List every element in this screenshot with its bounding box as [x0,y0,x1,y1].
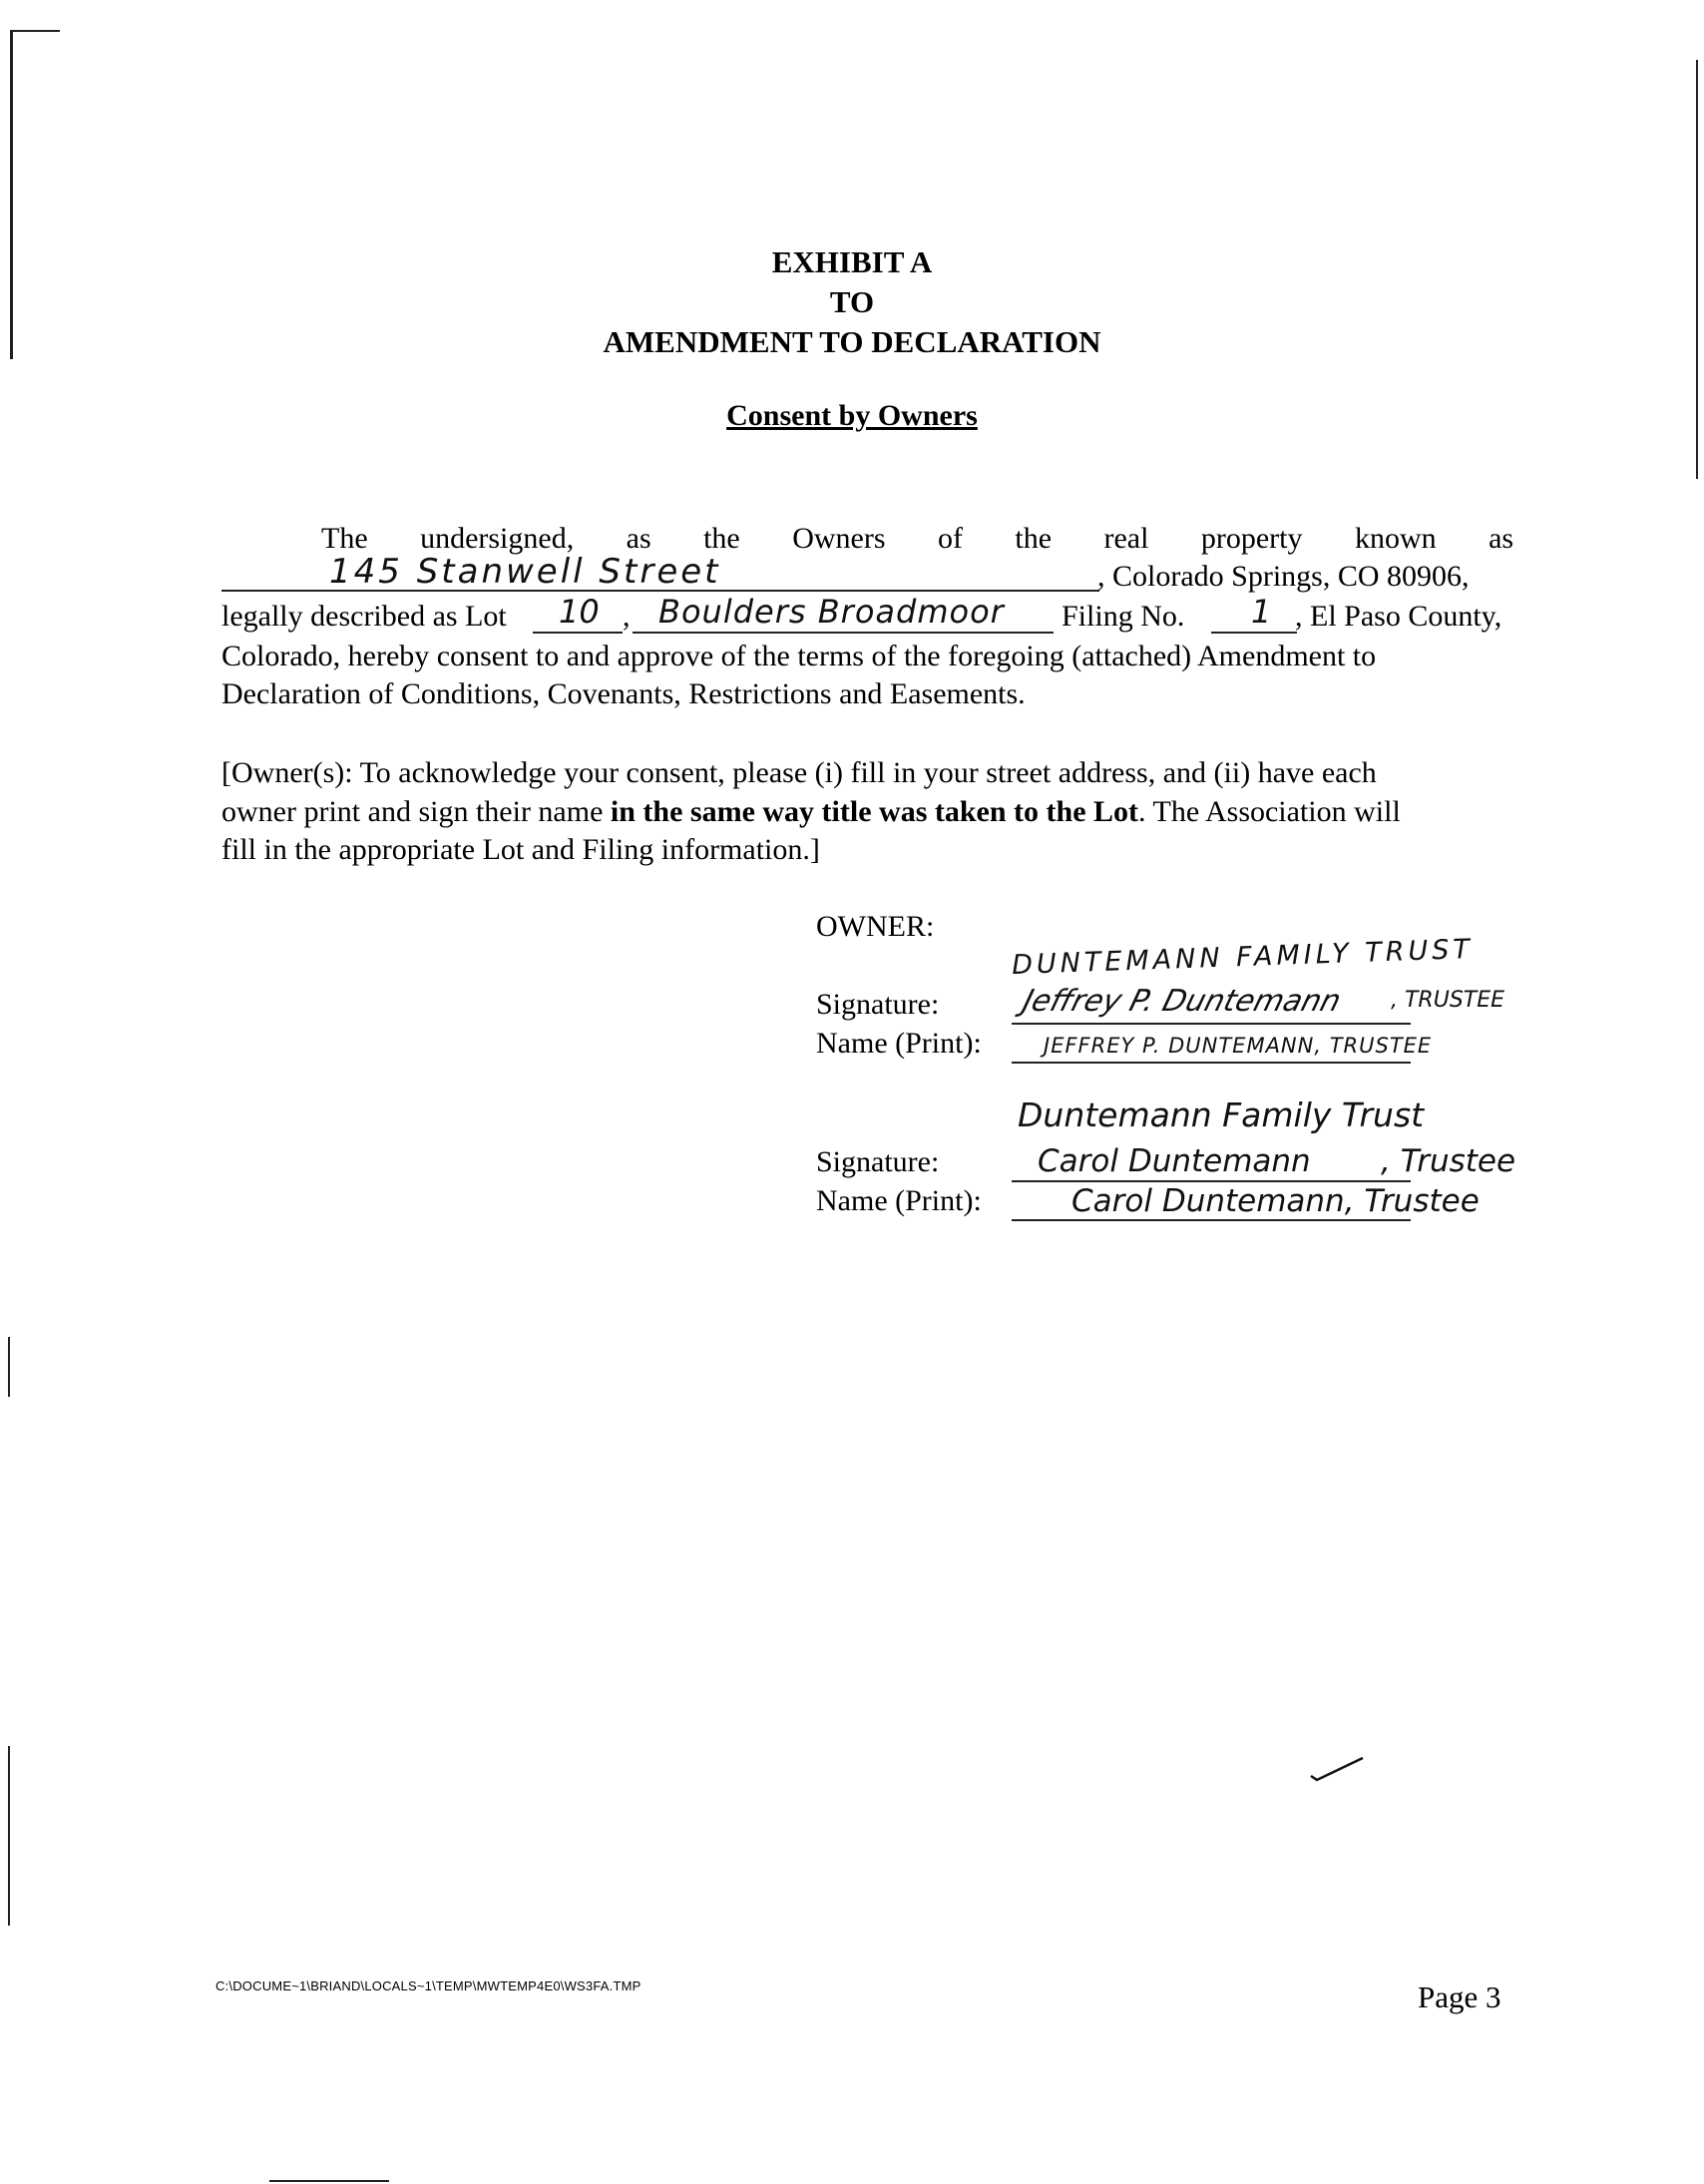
scan-edge-top-left [10,30,60,32]
consent-heading: Consent by Owners [726,399,978,432]
owner2-name-line [1012,1219,1411,1221]
paragraph1-line4: Declaration of Conditions, Covenants, Restrictions and Easements. [221,677,1026,710]
filing-line [1211,632,1297,634]
word: Owners [792,522,886,555]
owner1-name-handwritten: JEFFREY P. DUNTEMANN, TRUSTEE [1044,1034,1433,1058]
paragraph2-line2-bold: in the same way title was taken to the Lot [610,795,1139,828]
owner1-signature-handwritten: Jeffrey P. Duntemann [1019,984,1345,1019]
word: undersigned, [420,522,575,555]
filing-label: Filing No. [1062,600,1185,633]
owner1-signature-label: Signature: [816,988,940,1021]
check-mark-icon [1307,1746,1367,1786]
paragraph2-line2-start: owner print and sign their name [221,795,611,828]
legally-described-label: legally described as Lot [221,600,507,633]
lot-comma: , [623,600,631,633]
word: as [626,522,651,555]
word: as [1489,522,1514,555]
exhibit-title: EXHIBIT A [771,244,933,279]
owner1-name-line [1012,1062,1411,1064]
owner2-name-label: Name (Print): [816,1184,982,1217]
street-address-handwritten: 145 Stanwell Street [329,552,721,592]
word: known [1354,522,1437,555]
amendment-title: AMENDMENT TO DECLARATION [603,324,1101,359]
lot-handwritten: 10 [559,593,600,631]
subdivision-line [633,632,1054,634]
owner1-signature-line [1012,1023,1411,1025]
owner2-signature-handwritten: Carol Duntemann [1038,1143,1311,1179]
owner2-signature-label: Signature: [816,1145,940,1178]
scan-mark-left-3 [8,1746,10,1926]
lot-line [533,632,623,634]
word: the [703,522,740,555]
city-state-zip: , Colorado Springs, CO 80906, [1097,560,1470,593]
scan-mark-bottom [269,2180,389,2182]
owner1-entity-handwritten: DUNTEMANN FAMILY TRUST [1011,933,1475,982]
owner2-name-handwritten: Carol Duntemann, Trustee [1071,1183,1480,1219]
word: real [1103,522,1149,555]
filing-handwritten: 1 [1251,593,1272,631]
owner1-name-label: Name (Print): [816,1027,982,1060]
paragraph2-line1: [Owner(s): To acknowledge your consent, please (i) fill in your street address, and (ii) have each [221,756,1377,789]
exhibit-to: TO [829,284,875,319]
word: The [321,522,368,555]
owner1-signature-suffix: , TRUSTEE [1391,988,1505,1013]
subdivision-handwritten: Boulders Broadmoor [658,593,1005,631]
file-path: C:\DOCUME~1\BRIAND\LOCALS~1\TEMP\MWTEMP4E0\WS3FA.TMP [215,1978,641,1993]
word: property [1200,522,1303,555]
paragraph2-line2-end: . The Association will [1138,795,1401,828]
word: the [1015,522,1053,555]
paragraph2-line2 [221,792,1401,831]
owner2-signature-suffix: , Trustee [1381,1143,1516,1179]
paragraph2-line3: fill in the appropriate Lot and Filing information.] [221,833,820,866]
county-text: , El Paso County, [1295,600,1502,633]
scan-mark-left-2 [8,1337,10,1397]
word: of [937,522,963,555]
owner2-entity-handwritten: Duntemann Family Trust [1018,1095,1425,1134]
owner2-signature-line [1012,1180,1411,1182]
page-number: Page 3 [1418,1979,1501,2014]
paragraph1-line3: Colorado, hereby consent to and approve of the terms of the foregoing (attached) Amendment to [221,640,1377,672]
owner-label: OWNER: [816,910,935,943]
